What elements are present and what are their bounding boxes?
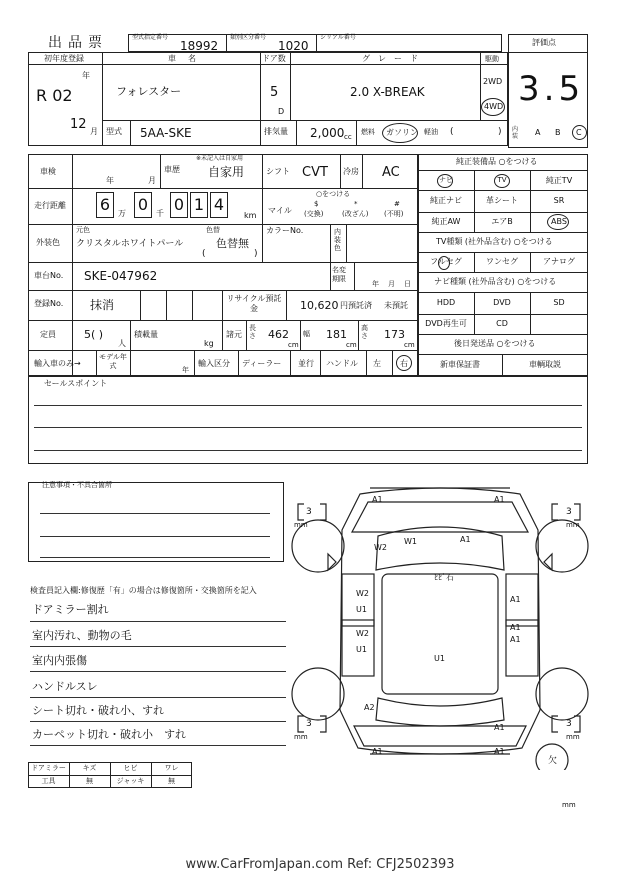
history-note: ※未記入は自家用 (196, 155, 244, 162)
inspector-label: 検査員記入欄:修復歴「有」の場合は修復箇所・交換箇所を記入 (30, 586, 257, 595)
nc-month-unit: 月 (388, 280, 395, 288)
eq-sunroof: SR (553, 196, 565, 205)
mileage-km-unit: km (244, 211, 257, 220)
notes-label: 注意事項・不具合箇所 (42, 481, 112, 489)
damage-mark: ﾋﾋﾞ石 (434, 573, 454, 582)
footer-reference: www.CarFromJapan.com Ref: CFJ2502393 (185, 857, 455, 872)
eq-genuine-navi: 純正ナビ (430, 196, 462, 205)
legend-tools: 工具 (41, 777, 56, 785)
interior-a: A (535, 128, 541, 137)
orig-color-label: 元色 (76, 226, 90, 234)
paren-close: ) (498, 127, 502, 137)
color-label: 外装色 (36, 238, 60, 247)
doors-label: ドア数 (262, 54, 286, 63)
spare-tire-status: 欠 (548, 756, 558, 766)
person-unit: 人 (118, 339, 126, 348)
note-item-5: シート切れ・破れ小、すれ (32, 704, 164, 717)
shift-label: シフト (266, 167, 290, 176)
import-type-label: 輸入区分 (198, 359, 230, 368)
car-name-label: 車名 (168, 54, 208, 63)
handle-right: 右 (400, 359, 408, 368)
displacement-value: 2,000 (310, 126, 345, 140)
navi-header: ナビ種類 (社外品含む) ○をつける (434, 277, 557, 286)
equip-header: 純正装備品 ○をつける (456, 157, 538, 166)
recycle-not-deposited: 未預託 (384, 301, 408, 310)
month-unit: 月 (90, 127, 98, 136)
damage-mark: A2 (364, 703, 375, 712)
mm-rr: mm (566, 733, 580, 741)
damage-mark: A1 (372, 495, 383, 504)
model-year-unit: 年 (182, 366, 189, 374)
meter-opt2-sym: * (354, 200, 358, 208)
handle-left: 左 (373, 359, 381, 368)
doors-value: 5 (270, 85, 279, 100)
history-value: 自家用 (208, 165, 245, 179)
damage-mark: W2 (374, 543, 387, 552)
class-code: 1020 (278, 39, 309, 53)
meter-opt3: (不明) (384, 210, 404, 218)
mileage-digit-5: 4 (213, 195, 225, 214)
interior-c: C (576, 128, 582, 137)
later-warranty: 新車保証書 (440, 360, 480, 369)
legend-jack-value: 無 (168, 777, 175, 785)
damage-mark: A1 (494, 495, 505, 504)
handle-label: ハンドル (326, 359, 358, 368)
recycle-unit: 円預託済 (340, 301, 372, 310)
eq-airbag: エアB (491, 217, 513, 226)
class-code-label: 類別区分番号 (230, 34, 267, 41)
mm-spare: mm (562, 801, 576, 809)
ac-label: 冷房 (343, 167, 359, 176)
drive-label: 駆動 (485, 55, 499, 63)
mileage-sen-unit: 千 (156, 209, 164, 218)
meter-opt1-sym: $ (314, 200, 319, 208)
reg-value: 抹消 (90, 298, 115, 312)
inspection-year-unit: 年 (106, 176, 114, 185)
mm-rl: mm (294, 733, 308, 741)
height-cm: cm (404, 341, 415, 349)
fuel-diesel: 軽油 (424, 128, 438, 136)
damage-mark: A1 (510, 635, 521, 644)
model-label: 型式 (106, 127, 122, 136)
length-cm: cm (288, 341, 299, 349)
eq-genuine-aw: 純正AW (431, 217, 461, 226)
damage-mark: U1 (434, 654, 445, 663)
grade-value: 2.0 X-BREAK (350, 85, 425, 99)
tv-oneseg: ワンセグ (486, 257, 518, 266)
meter-opt1: (交換) (304, 210, 324, 218)
doors-suffix: D (278, 107, 285, 116)
color-paren-close: ) (254, 249, 258, 259)
mileage-digit-4: 1 (193, 195, 205, 214)
meter-mile: マイル (268, 206, 292, 215)
tire-front-left: 3 (306, 507, 312, 517)
orig-color: クリスタルホワイトパール (76, 239, 184, 249)
damage-mark: U1 (356, 605, 367, 614)
import-label: 輸入車のみ→ (34, 359, 81, 368)
import-parallel: 並行 (298, 359, 314, 368)
eq-tv: TV (497, 176, 507, 184)
mm-fr: mm (566, 521, 580, 529)
color-change-value: 色替無 (216, 237, 249, 250)
damage-mark: A1 (460, 535, 471, 544)
name-change-label: 名変期限 (332, 266, 346, 283)
navi-dvd-play: DVD再生可 (425, 319, 467, 328)
interior-color-label: 内装色 (334, 228, 341, 252)
navi-hdd: HDD (436, 298, 456, 307)
meter-opt2: (改ざん) (342, 210, 369, 218)
mm-fl: mm (294, 521, 308, 529)
model-year-label: モデル年式 (99, 353, 127, 370)
note-item-1: ドアミラー割れ (32, 603, 109, 616)
recycle-label: リサイクル預託金 (226, 294, 282, 313)
sheet-title: 出品票 (48, 35, 108, 51)
ac-value: AC (382, 165, 400, 180)
inspection-label: 車検 (40, 167, 56, 176)
width-cm: cm (346, 341, 357, 349)
damage-mark: W1 (404, 537, 417, 546)
fuel-label: 燃料 (361, 128, 375, 136)
legend-jack: ジャッキ (116, 777, 145, 785)
load-label: 積載量 (134, 330, 158, 339)
navi-cd: CD (496, 319, 508, 328)
mileage-digit-1: 6 (99, 195, 111, 214)
dim-label: 諸元 (226, 330, 242, 339)
cc-unit: cc (344, 133, 352, 141)
mileage-digit-3: 0 (173, 195, 185, 214)
chassis-value: SKE-047962 (84, 269, 158, 283)
first-reg-year: R 02 (36, 86, 73, 105)
color-no-label: カラーNo. (266, 226, 304, 235)
model-code: 18992 (180, 39, 219, 53)
legend-crack: ヒビ (123, 764, 138, 772)
notes-box (28, 482, 284, 562)
first-reg-label: 初年度登録 (44, 54, 84, 63)
navi-dvd: DVD (493, 298, 511, 307)
damage-mark: U1 (356, 645, 367, 654)
height-value: 173 (384, 328, 405, 341)
note-item-3: 室内内張傷 (32, 654, 87, 667)
color-paren-open: ( (202, 249, 206, 259)
score-value: 3.5 (518, 69, 585, 109)
drive-2wd: 2WD (483, 77, 503, 86)
damage-mark: A1 (510, 623, 521, 632)
height-label: 高さ (361, 324, 368, 340)
width-label: 幅 (303, 330, 310, 338)
nc-year-unit: 年 (372, 280, 379, 288)
serial-label: シリアル番号 (320, 34, 356, 41)
length-value: 462 (268, 328, 289, 341)
recycle-amount: 10,620 (300, 299, 339, 312)
mileage-man-unit: 万 (118, 209, 126, 218)
model-code-label: 型式指定番号 (132, 34, 169, 41)
sales-point-label: セールスポイント (44, 379, 108, 388)
note-item-4: ハンドルスレ (32, 680, 98, 693)
later-header: 後日発送品 ○をつける (454, 339, 536, 348)
color-change-label: 色替 (206, 226, 220, 234)
width-value: 181 (326, 328, 347, 341)
inspection-month-unit: 月 (148, 176, 156, 185)
mileage-label: 走行距離 (34, 201, 66, 210)
interior-b: B (555, 128, 561, 137)
navi-sd: SD (553, 298, 565, 307)
capacity-value: 5( ) (84, 328, 104, 341)
drive-4wd: 4WD (484, 102, 504, 111)
interior-label: 内装 (512, 126, 519, 140)
damage-mark: A1 (372, 747, 383, 756)
legend-mirror: ドアミラー (31, 764, 66, 772)
legend-break: ワレ (164, 764, 179, 772)
tire-rear-right: 3 (566, 719, 572, 729)
tire-front-right: 3 (566, 507, 572, 517)
damage-mark: A1 (510, 595, 521, 604)
length-label: 長さ (249, 324, 256, 340)
first-reg-month: 12 (70, 117, 87, 132)
damage-mark: A1 (494, 747, 505, 756)
chassis-label: 車台No. (34, 271, 64, 280)
tire-rear-left: 3 (306, 719, 312, 729)
eq-genuine-tv: 純正TV (545, 176, 573, 185)
damage-mark: A1 (494, 723, 505, 732)
eq-navi: ナビ (439, 176, 453, 184)
car-name: フォレスター (116, 85, 182, 98)
paren-open: ( (450, 127, 454, 137)
displacement-label: 排気量 (264, 127, 288, 136)
tv-header: TV種類 (社外品含む) ○をつける (436, 237, 553, 246)
tv-analog: アナログ (543, 257, 575, 266)
eq-leather: 革シート (486, 196, 518, 205)
legend-tools-value: 無 (86, 777, 93, 785)
legend-scratch: キズ (82, 764, 97, 772)
damage-mark: W2 (356, 589, 369, 598)
car-damage-diagram (290, 470, 590, 770)
year-unit: 年 (82, 71, 90, 80)
shift-value: CVT (302, 165, 328, 180)
nc-day-unit: 日 (404, 280, 411, 288)
eq-abs: ABS (551, 217, 567, 226)
tv-fullseg: フルセグ (430, 257, 462, 266)
meter-opt3-sym: # (394, 200, 400, 208)
capacity-label: 定員 (40, 330, 56, 339)
fuel-gasoline: ガソリン (386, 128, 418, 137)
meter-opts-header: ○をつける (316, 190, 351, 198)
score-label: 評価点 (532, 38, 556, 47)
damage-mark: W2 (356, 629, 369, 638)
model-value: 5AA-SKE (140, 126, 192, 140)
note-item-2: 室内汚れ、動物の毛 (32, 629, 132, 642)
note-item-6: カーペット切れ・破れ小 すれ (32, 728, 186, 741)
kg-unit: kg (204, 339, 214, 348)
reg-label: 登録No. (34, 299, 64, 308)
import-dealer: ディーラー (242, 359, 282, 368)
grade-label: グレード (362, 54, 426, 63)
later-manual: 車輌取説 (529, 360, 561, 369)
history-label: 車歴 (164, 165, 180, 174)
mileage-digit-2: 0 (137, 195, 149, 214)
